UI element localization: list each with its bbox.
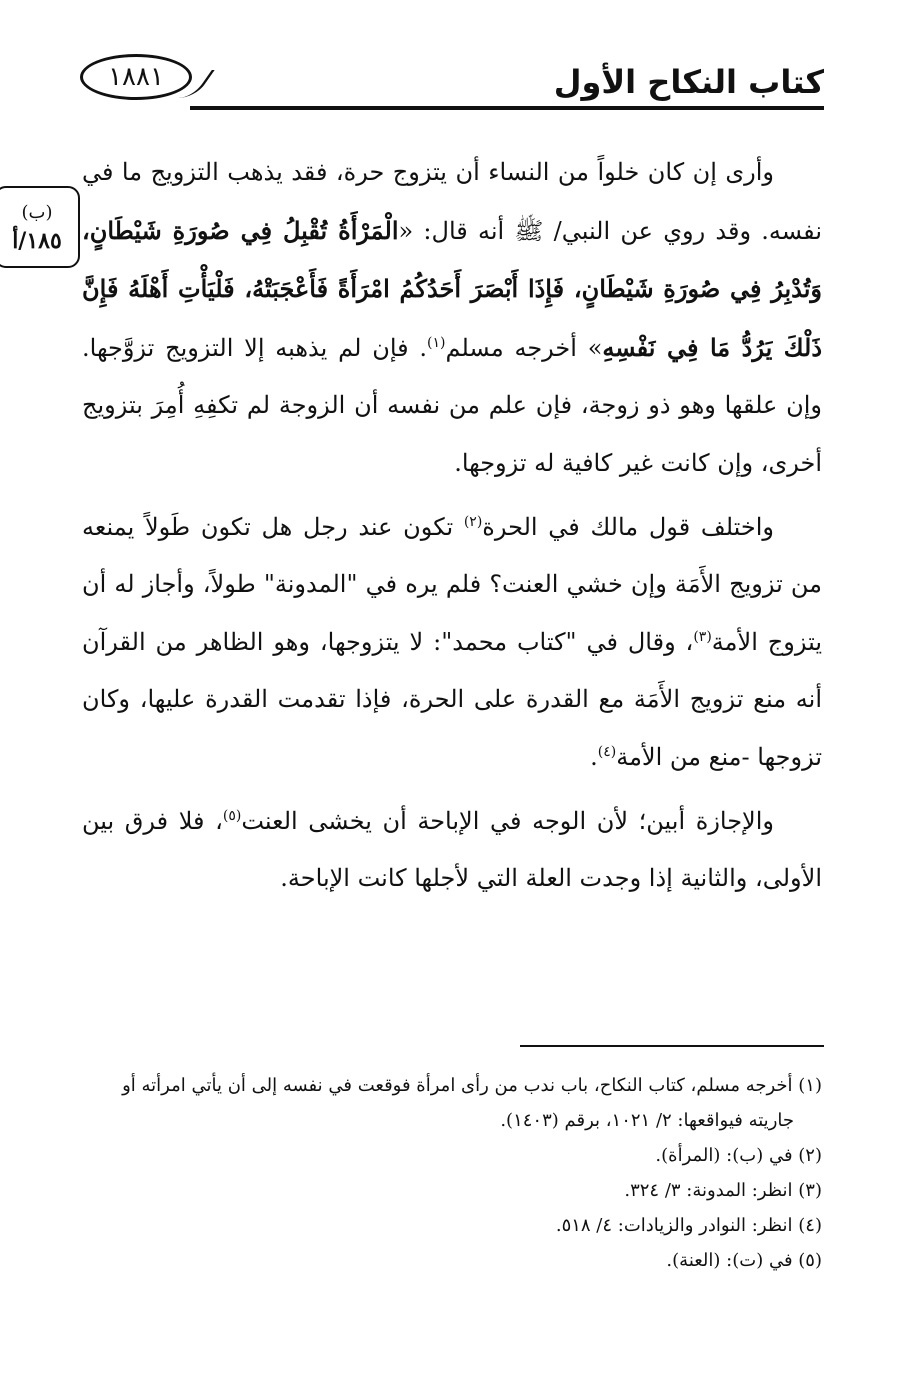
page-number-text: ١٨٨١ bbox=[108, 62, 164, 92]
footnote-marker: (١) bbox=[427, 334, 446, 351]
paragraph-1 bbox=[82, 144, 822, 493]
header-rule bbox=[190, 106, 824, 110]
text-run: » أخرجه مسلم bbox=[445, 333, 603, 362]
main-text bbox=[82, 144, 822, 914]
footnote-1-continued: جاريته فيواقعها: ٢/ ١٠٢١، برقم (١٤٠٣). bbox=[500, 1110, 794, 1131]
text-run: وأرى إن كان خلواً من النساء أن يتزوج حرة، فقد يذهب التزويج ما في نفسه. وقد روي عن النبي/ ﷺ أنه قال: « bbox=[82, 158, 822, 245]
paragraph-2 bbox=[82, 499, 822, 787]
footnote-2: (٢) في (ب): (المرأة). bbox=[655, 1145, 822, 1166]
footnote-marker: (٢) bbox=[463, 513, 483, 530]
footnote-separator bbox=[520, 1045, 824, 1047]
text-run: . فإن لم يذهبه إلا التزويج تزوَّجها. وإن علقها وهو ذو زوجة، فإن علم من نفسه أن الزوجة لم تكفِهِ أُمِرَ بتزويج أخرى، وإن كانت غير كافية له تزوجها. bbox=[82, 333, 822, 477]
manuscript-margin-ref bbox=[0, 186, 80, 268]
footnote-3: (٣) انظر: المدونة: ٣/ ٣٢٤. bbox=[624, 1180, 822, 1201]
footnote-marker: (٥) bbox=[222, 807, 242, 824]
text-run: والإجازة أبين؛ لأن الوجه في الإباحة أن يخشى العنت bbox=[241, 806, 775, 835]
text-run: ، فلا فرق بين الأولى، والثانية إذا وجدت العلة التي لأجلها كانت الإباحة. bbox=[82, 806, 822, 893]
footnote-4: (٤) انظر: النوادر والزيادات: ٤/ ٥١٨. bbox=[555, 1215, 822, 1236]
footnote-marker: (٤) bbox=[597, 743, 617, 760]
footnote-5: (٥) في (ت): (العنة). bbox=[666, 1250, 822, 1271]
chapter-title: كتاب النكاح الأول bbox=[553, 63, 824, 101]
paragraph-3 bbox=[82, 793, 822, 908]
page-number bbox=[80, 54, 192, 100]
footnote-1: (١) أخرجه مسلم، كتاب النكاح، باب ندب من رأى امرأة فوقعت في نفسه إلى أن يأتي امرأته أو bbox=[122, 1075, 822, 1096]
footnote-marker: (٣) bbox=[693, 628, 712, 645]
text-run: ، وقال في "كتاب محمد": لا يتزوجها، وهو الظاهر من القرآن أنه منع تزويج الأَمَة مع القدرة على الحرة، فإذا تقدمت القدرة عليها، وكان تزوجها -منع من الأمة bbox=[82, 627, 822, 771]
hadith-quote: الْمَرْأَةُ تُقْبِلُ فِي صُورَةِ شَيْطَانٍ، وَتُدْبِرُ فِي صُورَةِ شَيْطَانٍ، فَإِذَا أَبْصَرَ أَحَدُكُمُ امْرَأَةً فَأَعْجَبَتْهُ، فَلْيَأْتِ أَهْلَهُ فَإِنَّ ذَلْكَ يَرُدُّ مَا فِي نَفْسِهِ bbox=[82, 215, 822, 362]
text-run: واختلف قول مالك في الحرة bbox=[482, 512, 774, 541]
footnotes bbox=[86, 1068, 822, 1278]
text-run: تكون عند رجل هل تكون طَولاً يمنعه من تزويج الأَمَة وإن خشي العنت؟ فلم يره في "المدونة" طولاً، وأجاز له أن يتزوج الأمة bbox=[82, 512, 823, 656]
folio-number: ١٨٥/أ bbox=[12, 228, 62, 254]
manuscript-siglum: (ب) bbox=[21, 202, 53, 223]
text-run: . bbox=[590, 742, 598, 771]
